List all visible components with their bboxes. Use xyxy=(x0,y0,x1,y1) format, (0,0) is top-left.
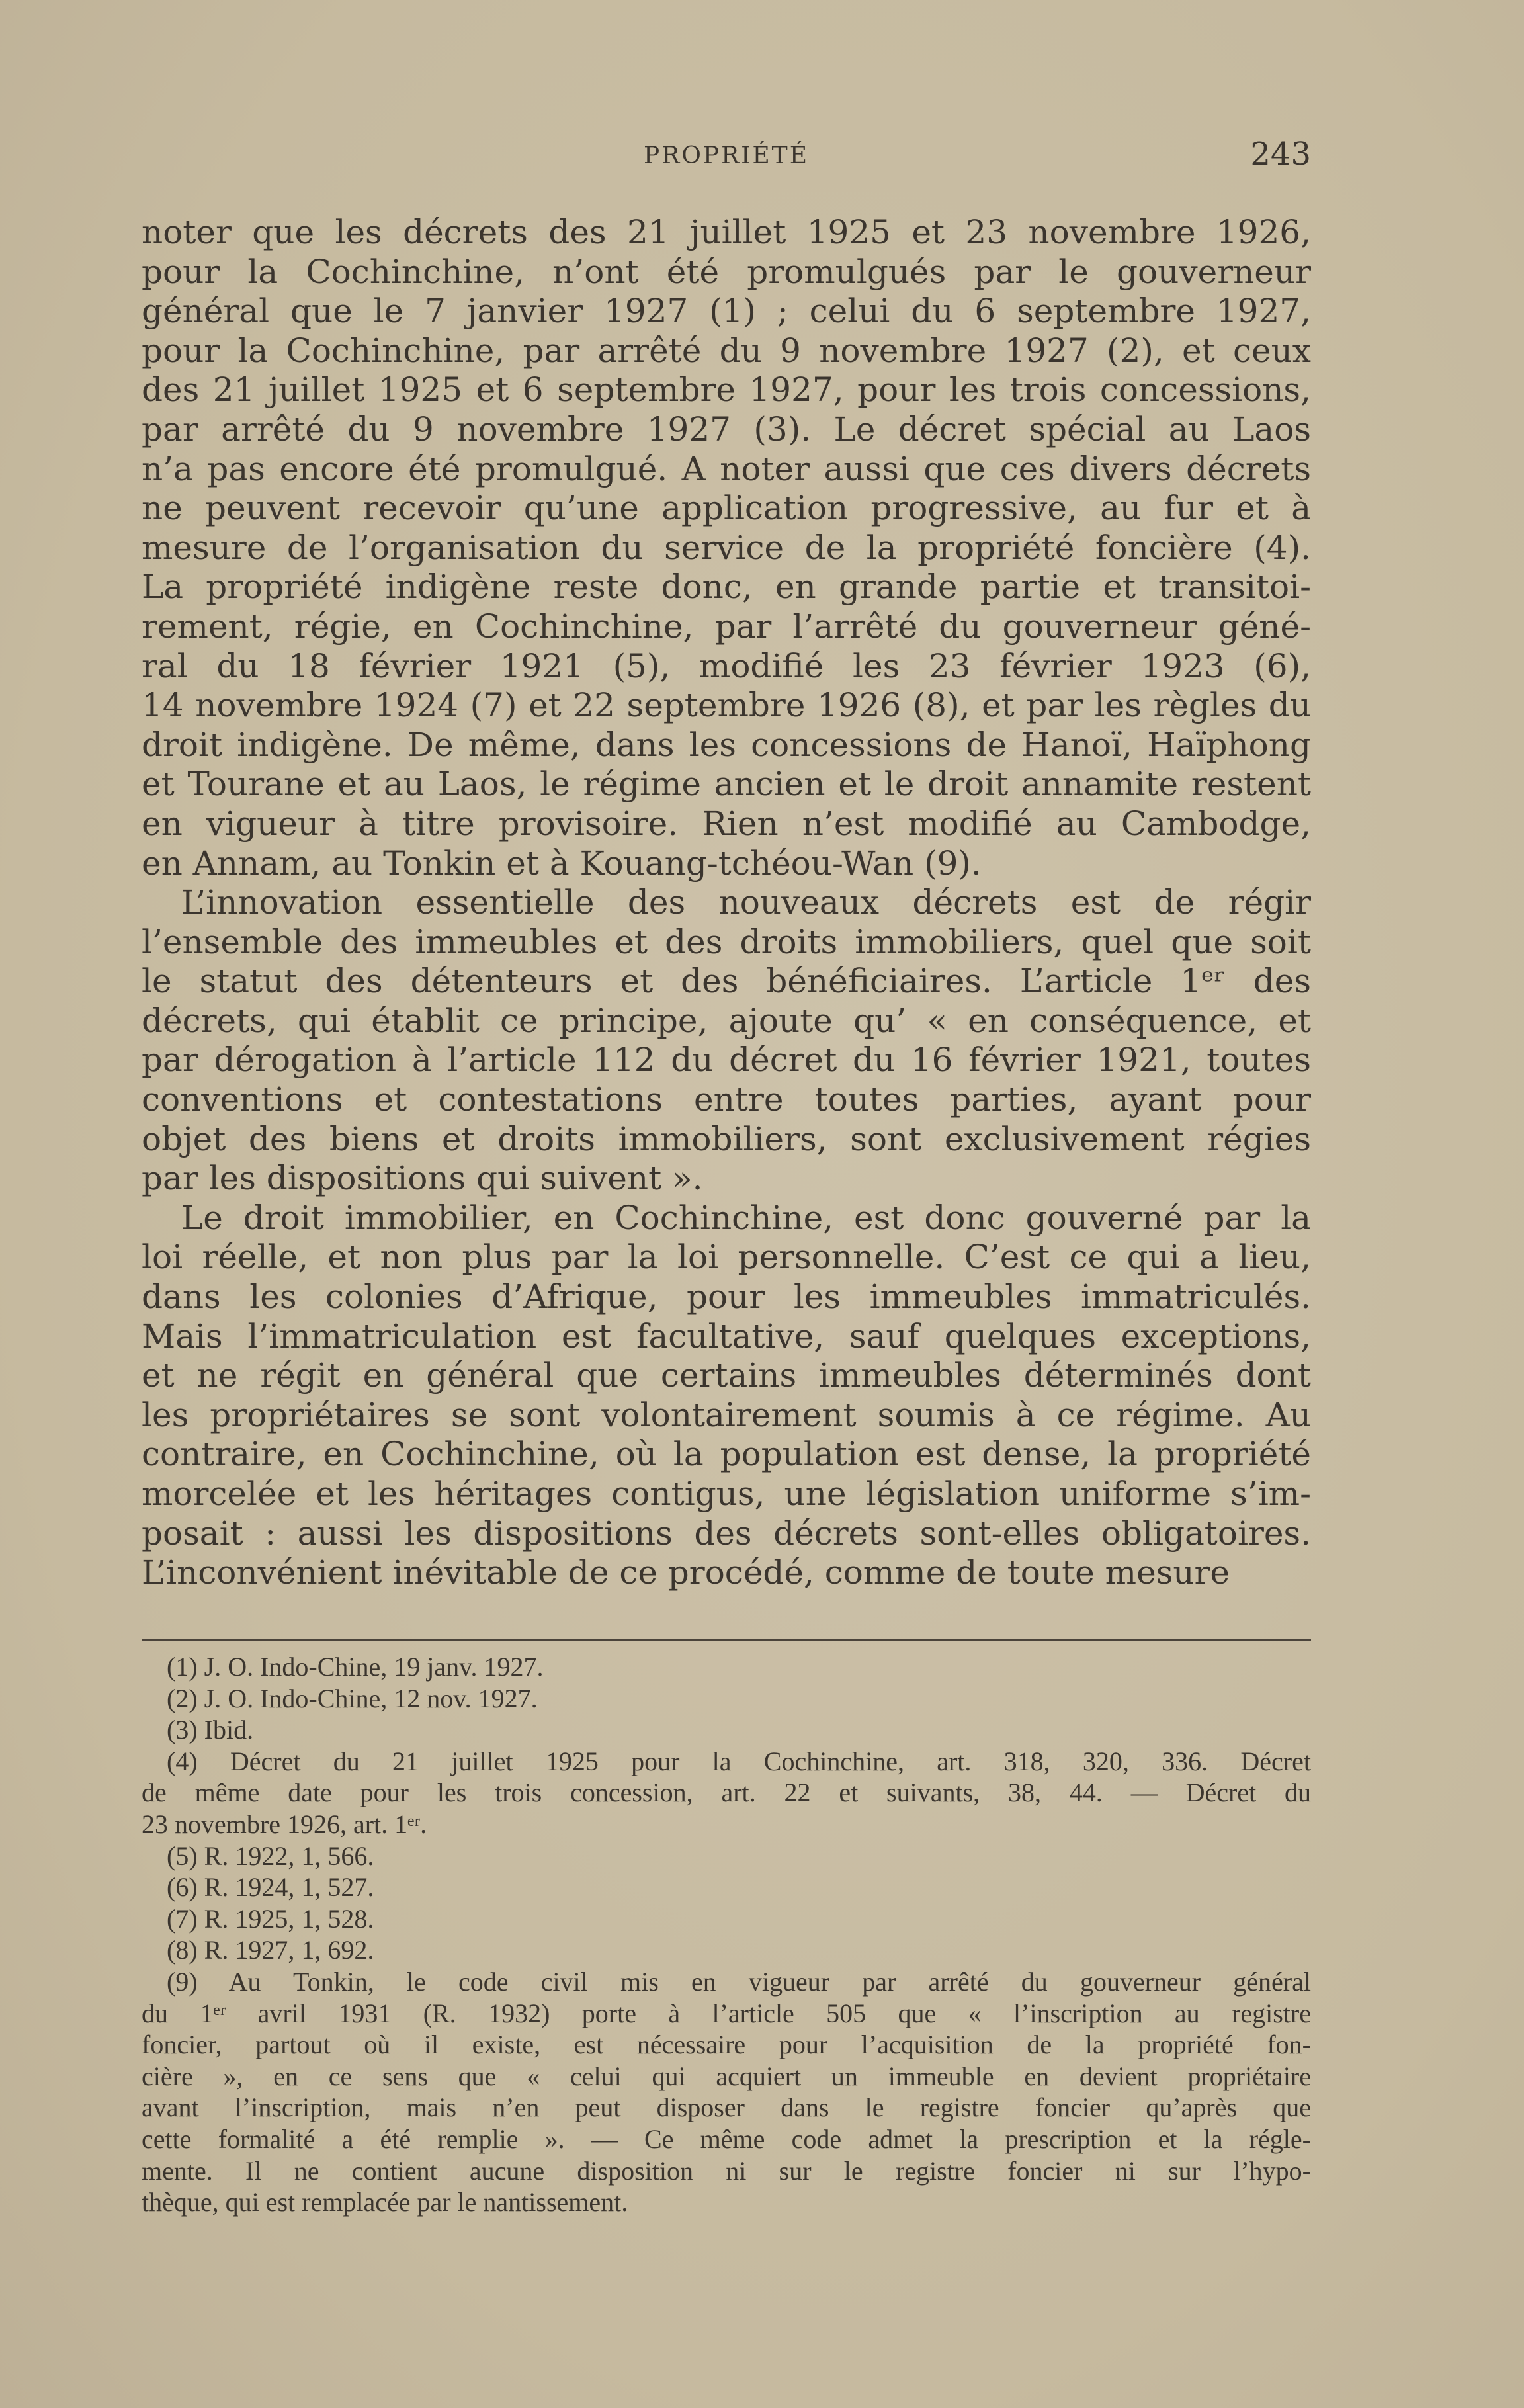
text-line: pour la Cochinchine, n’ont été promulgués par le gouverneur xyxy=(142,252,1311,291)
footnote-line: (9) Au Tonkin, le code civil mis en vigueur par arrêté du gouverneur général xyxy=(167,1966,1311,1997)
text-line: par dérogation à l’article 112 du décret du 16 février 1921, toutes xyxy=(142,1041,1311,1080)
footnote xyxy=(142,1871,1311,1903)
footnote xyxy=(142,1746,1311,1840)
text-line: loi réelle, et non plus par la loi personnelle. C’est ce qui a lieu, xyxy=(142,1238,1311,1277)
text-line: droit indigène. De même, dans les concessions de Hanoï, Haïphong xyxy=(142,725,1311,764)
footnote-line: (5) R. 1922, 1, 566. xyxy=(167,1840,374,1871)
footnotes xyxy=(142,1651,1311,2218)
text-line: général que le 7 janvier 1927 (1) ; celui du 6 septembre 1927, xyxy=(142,292,1311,331)
footnote-separator xyxy=(142,1639,1311,1641)
text-line: contraire, en Cochinchine, où la population est dense, la propriété xyxy=(142,1435,1311,1474)
text-line: objet des biens et droits immobiliers, sont exclusivement régies xyxy=(142,1119,1311,1158)
footnote-line: thèque, qui est remplacée par le nantissement. xyxy=(142,2187,628,2217)
text-line: conventions et contestations entre toutes parties, ayant pour xyxy=(142,1080,1311,1119)
text-line: L’inconvénient inévitable de ce procédé, comme de toute mesure xyxy=(142,1553,1230,1592)
footnote-line: avant l’inscription, mais n’en peut disposer dans le registre foncier qu’après que xyxy=(142,2092,1311,2123)
page-header xyxy=(142,136,1311,175)
footnote-line: 23 novembre 1926, art. 1ᵉʳ. xyxy=(142,1809,427,1839)
text-line: La propriété indigène reste donc, en grande partie et transitoi- xyxy=(142,568,1311,607)
text-line: 14 novembre 1924 (7) et 22 septembre 1926 (8), et par les règles du xyxy=(142,686,1311,725)
footnote-line: (8) R. 1927, 1, 692. xyxy=(167,1935,374,1965)
text-line: dans les colonies d’Afrique, pour les immeubles immatriculés. xyxy=(142,1277,1311,1316)
text-line: noter que les décrets des 21 juillet 1925 et 23 novembre 1926, xyxy=(142,213,1311,251)
text-line: ral du 18 février 1921 (5), modifié les 23 février 1923 (6), xyxy=(142,646,1311,685)
footnote-line: cière », en ce sens que « celui qui acquiert un immeuble en devient propriétaire xyxy=(142,2061,1311,2091)
footnote xyxy=(142,1903,1311,1935)
running-title: PROPRIÉTÉ xyxy=(644,142,809,169)
footnote-line: mente. Il ne contient aucune disposition ni sur le registre foncier ni sur l’hypo- xyxy=(142,2155,1311,2186)
text-line: en vigueur à titre provisoire. Rien n’est modifié au Cambodge, xyxy=(142,804,1311,843)
text-line: pour la Cochinchine, par arrêté du 9 novembre 1927 (2), et ceux xyxy=(142,331,1311,370)
text-line: L’innovation essentielle des nouveaux décrets est de régir xyxy=(181,883,1311,922)
page-number: 243 xyxy=(1250,136,1311,173)
paragraph xyxy=(142,1199,1311,1593)
text-line: morcelée et les héritages contigus, une législation uniforme s’im- xyxy=(142,1475,1311,1513)
footnote-line: (4) Décret du 21 juillet 1925 pour la Cochinchine, art. 318, 320, 336. Décret xyxy=(167,1746,1311,1776)
footnote-line: (7) R. 1925, 1, 528. xyxy=(167,1903,374,1934)
footnote-line: (6) R. 1924, 1, 527. xyxy=(167,1872,374,1903)
text-line: le statut des détenteurs et des bénéficiaires. L’article 1ᵉʳ des xyxy=(142,962,1311,1001)
body-text xyxy=(142,213,1311,1593)
footnote-line: (2) J. O. Indo-Chine, 12 nov. 1927. xyxy=(167,1683,538,1713)
footnote xyxy=(142,1840,1311,1872)
footnote xyxy=(142,1683,1311,1715)
footnote xyxy=(142,1966,1311,2218)
footnote-line: (1) J. O. Indo-Chine, 19 janv. 1927. xyxy=(167,1652,544,1682)
footnote-line: de même date pour les trois concession, art. 22 et suivants, 38, 44. — Décret du xyxy=(142,1778,1311,1808)
text-line: n’a pas encore été promulgué. A noter aussi que ces divers décrets xyxy=(142,449,1311,488)
text-line: l’ensemble des immeubles et des droits immobiliers, quel que soit xyxy=(142,922,1311,961)
text-line: décrets, qui établit ce principe, ajoute qu’ « en conséquence, et xyxy=(142,1001,1311,1040)
text-line: et ne régit en général que certains immeubles déterminés dont xyxy=(142,1356,1311,1395)
footnote-line: foncier, partout où il existe, est nécessaire pour l’acquisition de la propriété fon- xyxy=(142,2030,1311,2060)
text-line: en Annam, au Tonkin et à Kouang-tchéou-Wan (9). xyxy=(142,843,982,882)
text-line: ne peuvent recevoir qu’une application progressive, au fur et à xyxy=(142,489,1311,528)
text-line: mesure de l’organisation du service de la propriété foncière (4). xyxy=(142,528,1311,567)
footnote-line: cette formalité a été remplie ». — Ce même code admet la prescription et la régle- xyxy=(142,2124,1311,2154)
footnote-line: du 1ᵉʳ avril 1931 (R. 1932) porte à l’article 505 que « l’inscription au registre xyxy=(142,1998,1311,2028)
text-line: Mais l’immatriculation est facultative, sauf quelques exceptions, xyxy=(142,1316,1311,1355)
text-line: des 21 juillet 1925 et 6 septembre 1927, pour les trois concessions, xyxy=(142,370,1311,409)
text-line: par arrêté du 9 novembre 1927 (3). Le décret spécial au Laos xyxy=(142,409,1311,449)
footnote-line: (3) Ibid. xyxy=(167,1715,254,1745)
text-line: par les dispositions qui suivent ». xyxy=(142,1159,703,1198)
text-line: Le droit immobilier, en Cochinchine, est donc gouverné par la xyxy=(181,1198,1311,1237)
text-line: rement, régie, en Cochinchine, par l’arrêté du gouverneur géné- xyxy=(142,607,1311,646)
text-line: les propriétaires se sont volontairement soumis à ce régime. Au xyxy=(142,1395,1311,1434)
paragraph xyxy=(142,213,1311,883)
paragraph xyxy=(142,883,1311,1199)
text-line: et Tourane et au Laos, le régime ancien et le droit annamite restent xyxy=(142,765,1311,804)
footnote xyxy=(142,1714,1311,1746)
text-line: posait : aussi les dispositions des décrets sont-elles obligatoires. xyxy=(142,1514,1311,1553)
footnote xyxy=(142,1651,1311,1683)
footnote xyxy=(142,1934,1311,1966)
